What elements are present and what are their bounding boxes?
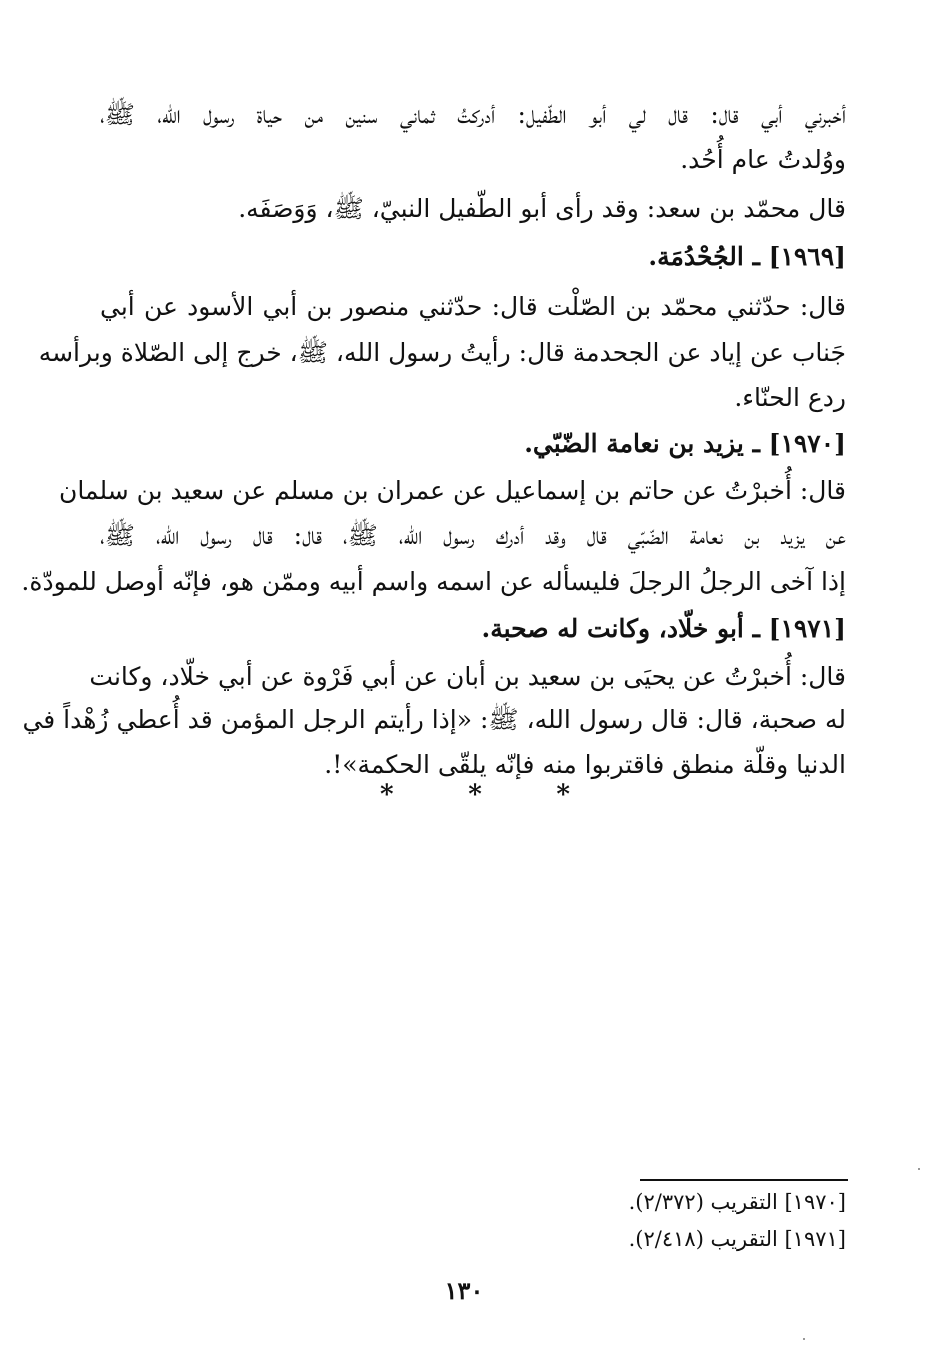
text-line-2: ووُلدتُ عام أُحُد. (680, 145, 846, 174)
text-line-7: ردع الحنّاء. (734, 383, 846, 412)
scan-speck (918, 1168, 920, 1170)
scan-speck (803, 1338, 805, 1340)
text-line-13: قال: أُخبرْتُ عن يحيَى بن سعيد بن أبان عن أبي فَرْوة عن أبي خلّاد، وكانت (89, 662, 846, 691)
text-line-3: قال محمّد بن سعد: وقد رأى أبو الطّفيل النبيّ، ﷺ، وَوَصَفَه. (238, 194, 846, 223)
entry-heading-1971: [١٩٧١] ـ أبو خلّاد، وكانت له صحبة. (481, 614, 846, 643)
footnote-1970: [١٩٧٠] التقريب (٢/٣٧٢). (628, 1190, 846, 1214)
text-line-11: إذا آخى الرجلُ الرجلَ فليسأله عن اسمه واسم أبيه وممّن هو، فإنّه أوصل للمودّة. (21, 567, 846, 596)
text-line-14: له صحبة، قال: قال رسول الله، ﷺ: «إذا رأيتم الرجل المؤمن قد أُعطي زُهْداً في (22, 705, 846, 734)
footnote-divider (640, 1179, 848, 1181)
text-line-5: قال: حدّثني محمّد بن الصّلْت قال: حدّثني منصور بن أبي الأسود عن أبي (100, 292, 846, 321)
separator-star: * (380, 780, 394, 810)
text-line-10: عن يزيد بن نعامة الضّبّي قال وقد أدرك رسول الله، ﷺ، قال: قال رسول الله، ﷺ، (100, 521, 846, 550)
text-line-1: أخبرني أبي قال: قال لي أبو الطّفيل: أدركتُ ثماني سنين من حياة رسول الله، ﷺ، (100, 100, 846, 129)
text-line-15: الدنيا وقلّة منطق فاقتربوا منه فإنّه يلقّى الحكمة»!. (324, 750, 846, 779)
text-line-9: قال: أُخبرْتُ عن حاتم بن إسماعيل عن عمران بن مسلم عن سعيد بن سلمان (59, 476, 846, 505)
separator-star: * (468, 780, 482, 810)
separator-star: * (556, 780, 570, 810)
section-separator (380, 780, 570, 810)
entry-heading-1969: [١٩٦٩] ـ الجُحْدُمَة. (648, 242, 846, 271)
text-line-6: جَناب عن إياد عن الجحدمة قال: رأيتُ رسول الله، ﷺ، خرج إلى الصّلاة وبرأسه (38, 338, 846, 367)
footnote-1971: [١٩٧١] التقريب (٢/٤١٨). (628, 1227, 846, 1251)
page-number: ١٣٠ (444, 1276, 484, 1305)
entry-heading-1970: [١٩٧٠] ـ يزيد بن نعامة الضّبّي. (524, 429, 846, 458)
